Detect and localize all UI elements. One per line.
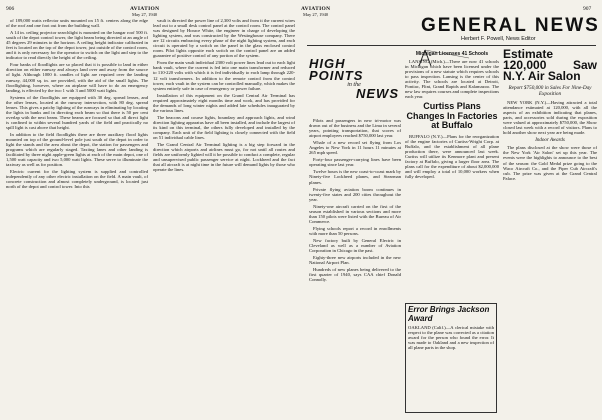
subsection-heading: Indoor Awards <box>535 138 565 144</box>
paragraph: Systems of the floodlights are equipped with 30 deg. spread lenses, and the other lenses, located at the runway intersection, with 80 deg. spread lenses. This gives a patchy lighting of the runways in eliminating by locating the lights in banks and in directing each beam so that there is 50 per cent overlap with the next beam. These beams are focused so that all direct light is confined to within several hundred yards of the field and practically no spill light is cast above that height. <box>6 94 148 130</box>
article-headline: Michigan Licenses 41 Schools <box>415 51 489 57</box>
paragraph: vault is directed the power line of 2,300 volts and from it the current wires lead out to a small desk control panel at the control room. The control panel was designed by Horace White, the engineer in charge of developing the lighting system, and was constructed by the Westinghouse company. There are 12 circuits embracing every phase of the night lighting system, and each circuit is operated by a switch on the panel in the glass enclosed control room. Pilot lights opposite each switch on the control panel are an added guarantee of positive control of any portion of the system. <box>153 18 295 59</box>
list-item: Hundreds of new planes being delivered to the first quarter of 1940, says CAA chief Donald Connolly. <box>309 267 401 283</box>
list-item: Whale of a new record set flying from Los Angeles to New York in 11 hours 11 minutes at 265 mph speed. <box>309 140 401 156</box>
byline: Herbert F. Powell, News Editor <box>461 36 536 42</box>
high-points-line3: NEWS <box>356 86 399 101</box>
paragraph: Installation of this equipment on the Grand Central Air Terminal has required approximately eight months time and work, and has provided for the demands of long winter nights and added late schedules inaugurated by the various lines. <box>153 92 295 113</box>
issue-date: May 27, 1940 <box>303 12 329 17</box>
paragraph: of 189,000 watts reflector units mounted on 15 ft. centers along the edge of the roof and one foot out from the building wall. <box>6 18 148 29</box>
paragraph: From the main vault individual 2300 volt power lines lead out to each light bank vault, where the current is fed into one main transformer and reduced to 110-220 volts with which it is fed individually to each lamp through 220-12 volt transformers. In addition to the remote control from the control tower, each vault in the system can be controlled manually, which makes the system entirely safe in case of emergency or power failure. <box>153 60 295 91</box>
page-number: 907 <box>583 6 592 12</box>
article-body: BUFFALO (N.Y.)—Plans for the reorganization of the engine factories of Curtiss-Wright Corp. at Buffalo, and the establishment of all plane production there, were announced last week. Curtiss will utilize its Kenmore plant and present factory at Buffalo, giving a larger floor area. The plans call for the expenditure of about $2,000,000 and will employ a total of 10,000 workers when fully developed. <box>405 133 499 180</box>
paragraph: Electric current for the lighting system is supplied and controlled independently of any other electric installation on the field. A main vault, of concrete construction and almost completely underground, is located just north of the depot and control tower. Into this <box>6 169 148 190</box>
left-column-2 <box>153 18 295 416</box>
paragraph: The Grand Central Air Terminal lighting is a big step forward in the direction which airports and airlines must go, for not until all routes and fields are uniformly lighted will it be possible to conduct a complete, regular and unsupervised public passenger service at night. Lockheed and the fact that all aircraft is at night time in the future will demand lights by those who operate the lines. <box>153 142 295 173</box>
list-item: Forty-four passenger-carrying lines have been operating since last year. <box>309 157 401 168</box>
article-headline: Curtiss Plans Changes In Factories at Buffalo <box>406 101 498 131</box>
issue-date: May 27, 1940 <box>132 12 158 17</box>
left-column-1 <box>6 18 148 416</box>
divider <box>307 45 596 46</box>
right-column <box>503 49 597 415</box>
high-points-title <box>309 58 399 113</box>
high-points-list <box>309 118 401 416</box>
magazine-name: AVIATION <box>130 6 160 12</box>
list-item: Pilots and passengers in new tri-motor was drawn out of the business and the Lima in several years, pointing transportation, that scores of airport employees reached $750,000 last year. <box>309 118 401 139</box>
right-page <box>301 0 602 420</box>
article-body: The plans disclosed at the show were those of the New York 'Air Salon' set up this year. The events were the highlights to announce to the best of the season: the Gold Medal prize going to the Waco Aircraft Co., and the Piper Cub Aircraft's cub. The prize was given at the Grand Central Palace. <box>503 145 597 181</box>
high-points-line1: HIGH POINTS <box>309 56 364 83</box>
paragraph: In addition to the field floodlights there are three auxiliary flood lights mounted on top of the ground-level pole just south of the depot in order to light the stands and the area about the depot, the station for passengers and programs which are regularly staged. Taxiing lanes and other landing is facilitated by three night apple-green lights at each of the main depot, one of 1,500 watt capacity and two 5,000 watt lights. These serve to illuminate the taxiway as well as for position. <box>6 131 148 168</box>
list-item: Twelve hours is the new coast-to-coast mark by Ninety-five Lockheed planes, and Stearman planes. <box>309 169 401 185</box>
list-item: Private flying aviation boom continues in twenty-five states and 200 cities throughout the year. <box>309 186 401 202</box>
left-page <box>0 0 300 420</box>
article-body: LANSING (Mich.)—There are now 41 schools in Michigan which have been licensed under the provisions of a new statute which requires schools to pass inspection. Lansing is the center of this activity. The schools are located at Detroit, Pontiac, Flint, Grand Rapids and Kalamazoo. The new law requires courses and complete inspections each year. <box>405 59 499 100</box>
list-item: New factory built by General Electric in Cleveland as well as a number of Aviation Corporation in Chicago in the past. <box>309 237 401 254</box>
article-body: OAKLAND (Calif.)—A clerical mistake with respect to the plane was corrected as a citation award for the person who found the error. It was made to Oakland and a new inspection of all plane parts in the shop. <box>408 325 494 351</box>
paragraph: A 14 in. ceiling projector searchlight is mounted on the hangar roof 500 ft. south of the depot control tower, the light beam being directed at an angle of 45 degrees 29 minutes to the horizon. A ceiling height indicator calibrated in feet is located on the top of the depot tower, just outside of the control room, and it is only necessary for the operator to switch on the light and step to the indicator to read directly the height of the ceiling. <box>6 30 148 61</box>
article-headline: Estimate 120,000 Saw N.Y. Air Salon <box>503 49 597 83</box>
middle-column <box>405 49 499 299</box>
list-item: Eighty-three new airports included in the new National Airport Plan. <box>309 255 401 266</box>
page-number: 906 <box>6 6 15 12</box>
high-points-line2: in the <box>347 82 361 88</box>
list-item: Ninety-one aircraft carried on the first of the season established in various sections and more than 150 pilots were listed with the Bureau of Air Commerce. <box>309 203 401 224</box>
article-body: NEW YORK (N.Y.)—Having attracted a total attendance estimated at 120,000, with all the aspects of an exhibition indicating that planes, parts, and accessories sold during the exposition were valued at approximately $750,000, the Show closed last week with a record of visitors. Plans to hold another show next year are being made. <box>503 100 597 136</box>
article-headline: Error Brings Jackson Award <box>408 305 490 323</box>
magazine-name: AVIATION <box>301 6 331 12</box>
paragraph: The beacons and course lights, boundary and approach lights, and wind direction lighting apparatus have all been installed, and include the largest of its kind on this terminal, the others fully developed and installed by the company. Each unit of the field lighting is closely connected with the field on 51 individual cable lines. <box>153 114 295 141</box>
error-article-box <box>405 303 497 413</box>
article-subhead: Report $750,000 in Sales For Nine-Day Exposition <box>508 85 592 97</box>
paragraph: Four banks of floodlights are so placed that it is possible to land in either direction on either runway and always land over and away from the source of light. Although 1000 ft. candles of light are required over the landing runway, 44,000 sq. in. are provided, with the aid of the small lights. The floodlighting, however, where an airplane will have to do an emergency landing, is effected by the two 1 with 3 and 5000 watt lights. <box>6 62 148 93</box>
list-item: Flying schools report a record in enrollments with more than 50 persons. <box>309 225 401 236</box>
section-title: GENERAL NEWS <box>421 15 600 36</box>
